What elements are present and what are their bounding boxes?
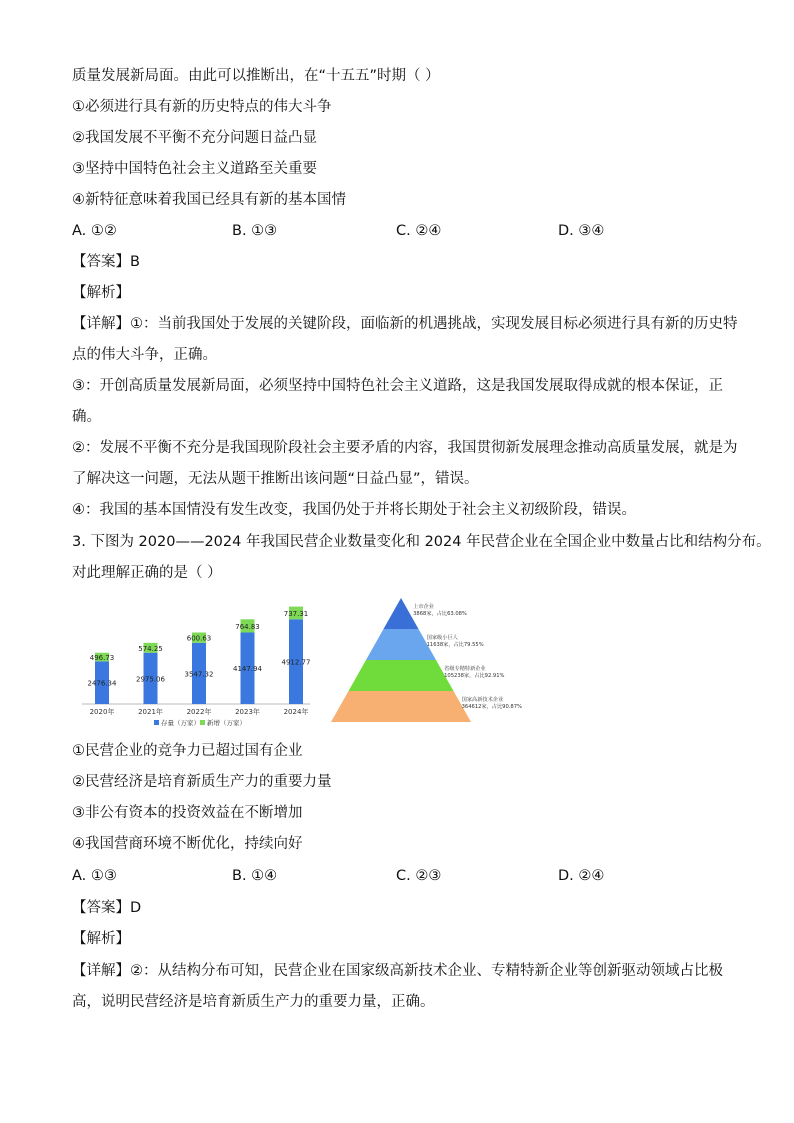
data-label-new-3: 764.83	[235, 622, 260, 631]
pyramid-layer-2	[349, 660, 454, 691]
data-label-new-2: 600.63	[186, 634, 212, 643]
pyramid-label-1: 国家级小巨人	[426, 635, 458, 641]
q3-statement-1: ①民营企业的竞争力已超过国有企业	[72, 743, 303, 759]
q3-detail-line-1: 【详解】②：从结构分布可知，民营企业在国家级高新技术企业、专精特新企业等创新驱动领域占比极	[72, 963, 723, 979]
pyramid-detail-1: 11638家，占比79.55%	[426, 642, 484, 648]
pyramid-detail-0: 3868家，占比63.08%	[413, 611, 467, 617]
pyramid-label-2: 省级专精特新企业	[444, 666, 486, 672]
x-tick-label-1: 2021年	[138, 708, 163, 716]
q3-option-c: C. ②③	[396, 868, 442, 884]
q2-statement-4: ④新特征意味着我国已经具有新的基本国情	[72, 192, 346, 208]
q3-detail-line-2: 高，说明民营经济是培育新质生产力的重要力量，正确。	[72, 994, 435, 1010]
q2-option-a: A. ①②	[72, 223, 117, 239]
q3-option-a: A. ①③	[72, 868, 117, 884]
q2-detail-line-2: 点的伟大斗争，正确。	[72, 347, 217, 363]
q2-detail-line-7: ④：我国的基本国情没有发生改变，我国仍处于并将长期处于社会主义初级阶段，错误。	[72, 502, 636, 518]
legend-swatch-new	[200, 720, 205, 725]
q3-analysis-heading: 【解析】	[72, 931, 130, 947]
q2-detail-line-3: ③：开创高质量发展新局面，必须坚持中国特色社会主义道路，这是我国发展取得成就的根本保证，正	[72, 378, 723, 394]
q2-option-c: C. ②④	[396, 223, 442, 239]
pyramid-label-0: 上市企业	[413, 604, 434, 610]
q2-answer: 【答案】B	[72, 254, 140, 270]
q3-option-d: D. ②④	[558, 868, 605, 884]
q3-answer: 【答案】D	[72, 900, 142, 916]
pyramid-detail-2: 105238家，占比92.91%	[444, 673, 505, 679]
legend-swatch-stock	[154, 720, 159, 725]
q2-analysis-heading: 【解析】	[72, 285, 130, 301]
x-tick-label-3: 2023年	[235, 708, 260, 716]
x-tick-label-4: 2024年	[283, 708, 309, 716]
legend-label-new: 新增（万家）	[207, 719, 246, 727]
x-tick-label-0: 2020年	[89, 708, 115, 716]
legend-label-stock: 存量（万家）	[161, 719, 200, 727]
pyramid-label-3: 国家高新技术企业	[461, 697, 504, 703]
q2-statement-3: ③坚持中国特色社会主义道路至关重要	[72, 161, 317, 177]
data-label-stock-2: 3547.32	[184, 670, 214, 679]
q2-statement-1: ①必须进行具有新的历史特点的伟大斗争	[72, 99, 332, 115]
q2-statement-2: ②我国发展不平衡不充分问题日益凸显	[72, 130, 317, 146]
q3-statement-4: ④我国营商环境不断优化，持续向好	[72, 836, 303, 852]
q3-statement-2: ②民营经济是培育新质生产力的重要力量	[72, 774, 332, 790]
data-label-new-4: 737.31	[283, 609, 309, 618]
q3-stem-line-2: 对此理解正确的是（ ）	[72, 565, 222, 581]
q2-detail-line-6: 了解决这一问题，无法从题干推断出该问题“日益凸显”，错误。	[72, 471, 479, 487]
data-label-stock-0: 2476.34	[87, 679, 117, 688]
bar-chart-svg	[82, 598, 318, 736]
enterprise-structure-pyramid	[326, 594, 544, 726]
q3-statement-3: ③非公有资本的投资效益在不断增加	[72, 805, 303, 821]
q2-option-b: B. ①③	[232, 223, 278, 239]
data-label-stock-3: 4147.94	[233, 665, 262, 674]
data-label-new-0: 496.73	[89, 654, 115, 663]
q2-detail-line-5: ②：发展不平衡不充分是我国现阶段社会主要矛盾的内容，我国贯彻新发展理念推动高质量发展，就是为	[72, 440, 738, 456]
q2-detail-line-1: 【详解】①：当前我国处于发展的关键阶段，面临新的机遇挑战，实现发展目标必须进行具有新的历史特	[72, 316, 738, 332]
q2-option-d: D. ③④	[558, 223, 605, 239]
x-tick-label-2: 2022年	[186, 708, 212, 716]
q2-stem-line: 质量发展新局面。由此可以推断出，在“十五五”时期（ ）	[72, 68, 440, 84]
enterprise-count-bar-chart	[82, 598, 318, 736]
q2-detail-line-4: 确。	[72, 409, 101, 425]
pyramid-detail-3: 364612家，占比90.87%	[461, 704, 522, 710]
data-label-stock-1: 2975.06	[136, 675, 165, 684]
q3-stem-line-1: 3. 下图为 2020——2024 年我国民营企业数量变化和 2024 年民营企业在全国企业中数量占比和结构分布。	[72, 534, 771, 550]
pyramid-layer-1	[366, 629, 436, 660]
q3-option-b: B. ①④	[232, 868, 278, 884]
data-label-stock-4: 4912.77	[281, 658, 311, 667]
pyramid-layer-3	[331, 691, 471, 722]
data-label-new-1: 574.25	[138, 644, 163, 653]
pyramid-svg	[326, 594, 544, 726]
